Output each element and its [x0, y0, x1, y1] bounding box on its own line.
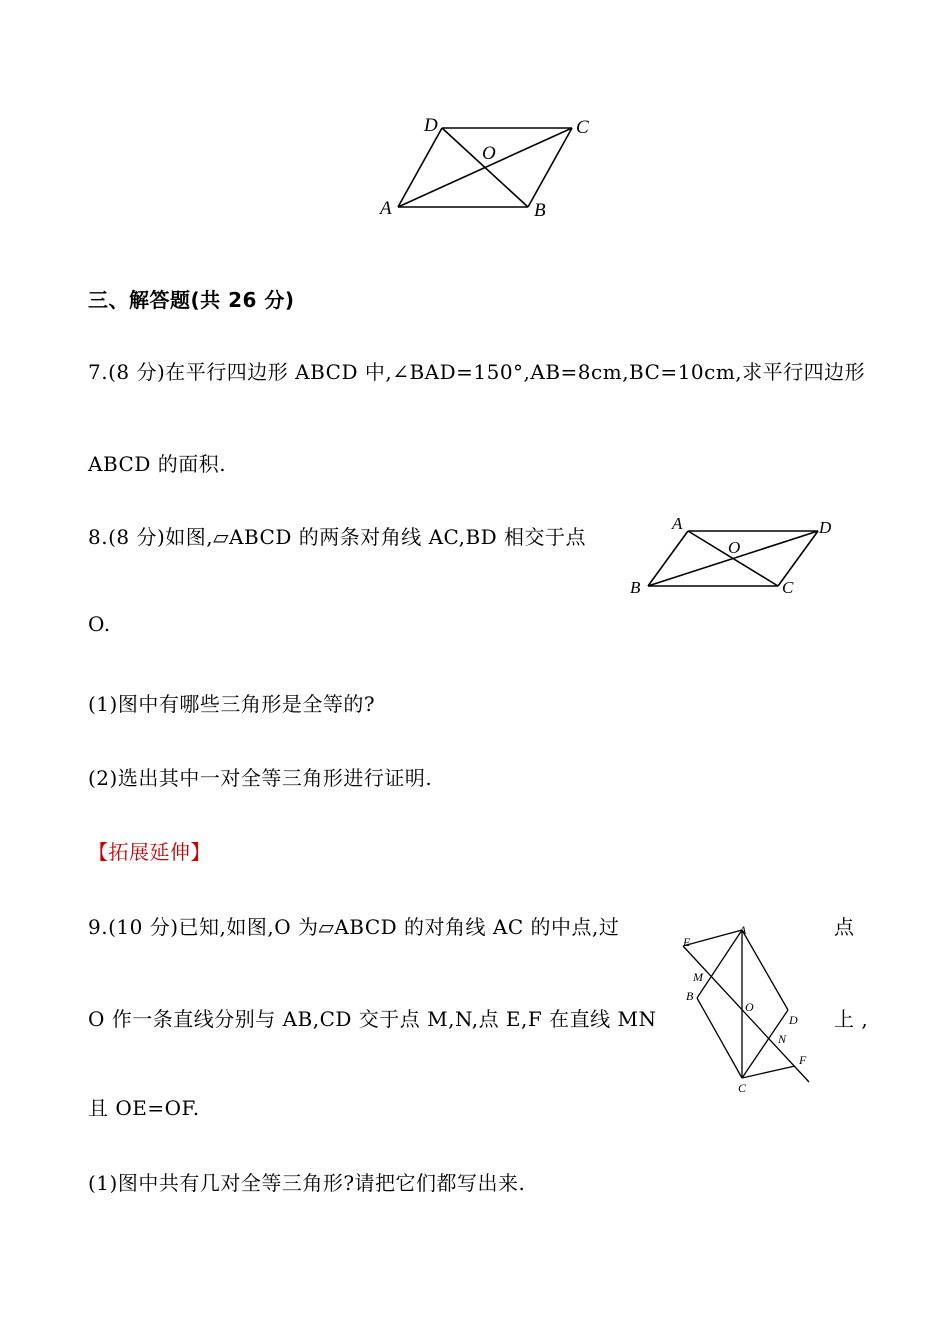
q9-line1-end: 点	[834, 915, 855, 939]
label-b: B	[534, 200, 546, 221]
section-heading: 三、解答题(共 26 分)	[88, 288, 295, 312]
q9-line2-end: 上 ,	[834, 1007, 869, 1031]
label-f: F	[799, 1053, 807, 1067]
label-d: D	[424, 115, 438, 136]
label-o: O	[482, 143, 496, 164]
label-c: C	[782, 578, 794, 597]
label-a: A	[739, 923, 747, 937]
label-o: O	[728, 538, 741, 557]
label-m: M	[693, 970, 703, 984]
label-a: A	[672, 514, 683, 533]
label-b: B	[630, 578, 641, 597]
q9-line3: 且 OE=OF.	[88, 1096, 200, 1120]
segment-cf	[742, 1066, 795, 1078]
q8-line2: O.	[88, 612, 111, 636]
label-a: A	[380, 198, 392, 219]
label-o: O	[745, 1000, 754, 1014]
extension-heading: 【拓展延伸】	[88, 840, 211, 864]
side-da	[742, 930, 788, 1010]
q9-sub1: (1)图中共有几对全等三角形?请把它们都写出来.	[88, 1171, 526, 1195]
side-bc	[697, 998, 742, 1078]
q7-line2: ABCD 的面积.	[88, 452, 227, 476]
label-b: B	[686, 989, 694, 1003]
q8-sub1: (1)图中有哪些三角形是全等的?	[88, 692, 376, 716]
q9-line1: 9.(10 分)已知,如图,O 为▱ABCD 的对角线 AC 的中点,过	[88, 915, 620, 939]
label-e: E	[683, 935, 691, 949]
label-c: C	[738, 1081, 747, 1095]
label-d: D	[789, 1013, 798, 1027]
label-n: N	[778, 1032, 787, 1046]
q8-sub2: (2)选出其中一对全等三角形进行证明.	[88, 766, 433, 790]
q8-line1: 8.(8 分)如图,▱ABCD 的两条对角线 AC,BD 相交于点	[88, 525, 587, 549]
label-d: D	[819, 518, 832, 537]
label-c: C	[576, 117, 589, 138]
q9-line2: O 作一条直线分别与 AB,CD 交于点 M,N,点 E,F 在直线 MN	[88, 1007, 657, 1031]
q7-line1: 7.(8 分)在平行四边形 ABCD 中,∠BAD=150°,AB=8cm,BC=10cm,求平行四边形	[88, 360, 866, 384]
